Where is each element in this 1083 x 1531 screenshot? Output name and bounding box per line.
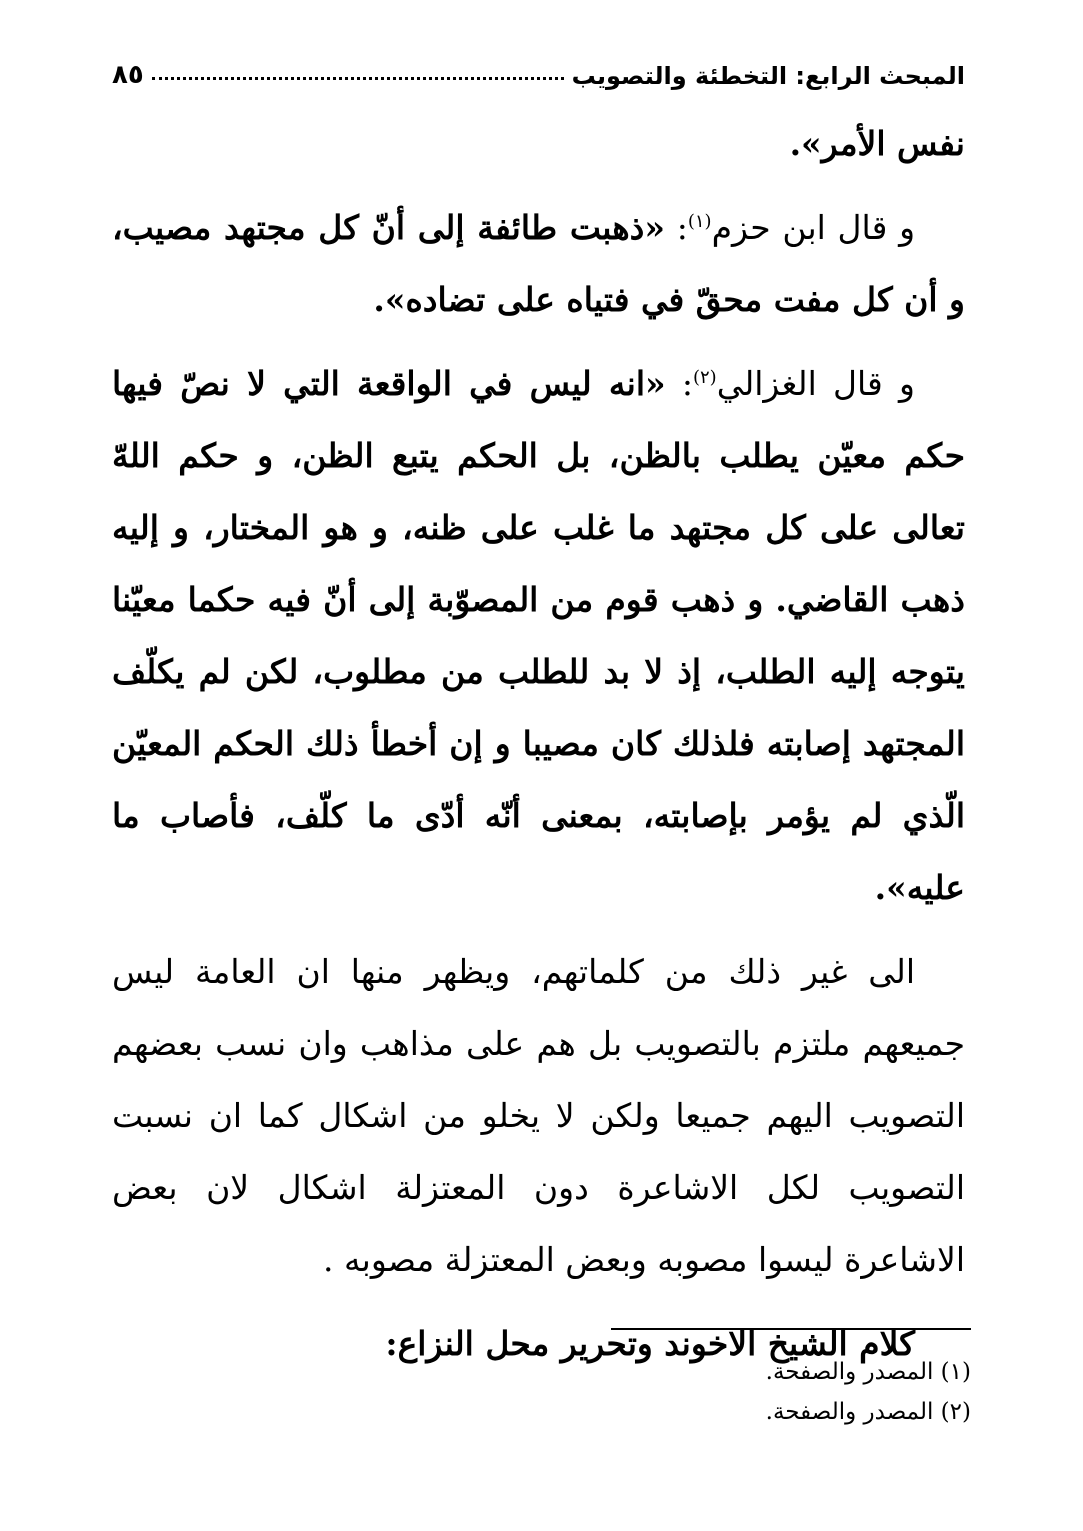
paragraph-commentary: الى غير ذلك من كلماتهم، ويظهر منها ان العامة ليس جميعهم ملتزم بالتصويب بل هم على مذاهب وان نسب بعضهم التصويب اليهم جميعا ولكن لا يخلو من اشكال كما ان نسبت التصويب لكل الاشاعرة دون المعتزلة اشكال لان بعض الاشاعرة ليسوا مصوبه وبعض المعتزلة مصوبه . [112, 952, 965, 1279]
page-header [112, 50, 965, 90]
footnotes [371, 1352, 971, 1432]
paragraph-continuation: نفس الأمر». [789, 124, 965, 163]
ibn-hazm-quote: «ذهبت طائفة إلى أنّ كل مجتهد مصيب، و أن كل مفت محقّ في فتياه على تضاده». [112, 208, 965, 319]
ibn-hazm-intro: و قال ابن حزم [711, 208, 916, 247]
paragraph-ghazali [112, 348, 965, 924]
section-subheading: كلام الشيخ الاخوند وتحرير محل النزاع: [385, 1324, 915, 1363]
footnote-ref-1: (١) [687, 211, 712, 232]
ghazali-quote: «انه ليس في الواقعة التي لا نصّ فيها حكم معيّن يطلب بالظن، بل الحكم يتبع الظن، و حكم اللهّ تعالى على كل مجتهد ما غلب على ظنه، و هو المختار، و إليه ذهب القاضي. و ذهب قوم من المصوّبة إلى أنّ فيه حكما معيّنا يتوجه إليه الطلب، إذ لا بد للطلب من مطلوب، لكن لم يكلّف المجتهد إصابته فلذلك كان مصيبا و إن أخطأ ذلك الحكم المعيّن الّذي لم يؤمر بإصابته، بمعنى أنّه أدّى ما كلّف، فأصاب ما عليه». [112, 364, 965, 907]
ghazali-colon: : [665, 364, 693, 403]
ibn-hazm-colon: : [664, 208, 688, 247]
body-text [112, 108, 965, 1392]
footnote-2: (٢) المصدر والصفحة. [765, 1399, 971, 1425]
page-number: ٨٥ [112, 60, 144, 90]
header-dot-leader [152, 77, 564, 80]
running-title: المبحث الرابع: التخطئة والتصويب [571, 62, 965, 90]
paragraph-ibn-hazm [112, 192, 965, 336]
footnote-ref-2: (٢) [692, 367, 717, 388]
footnote-1: (١) المصدر والصفحة. [765, 1359, 971, 1385]
footnote-separator [611, 1328, 971, 1330]
ghazali-intro: و قال الغزالي [716, 364, 915, 403]
